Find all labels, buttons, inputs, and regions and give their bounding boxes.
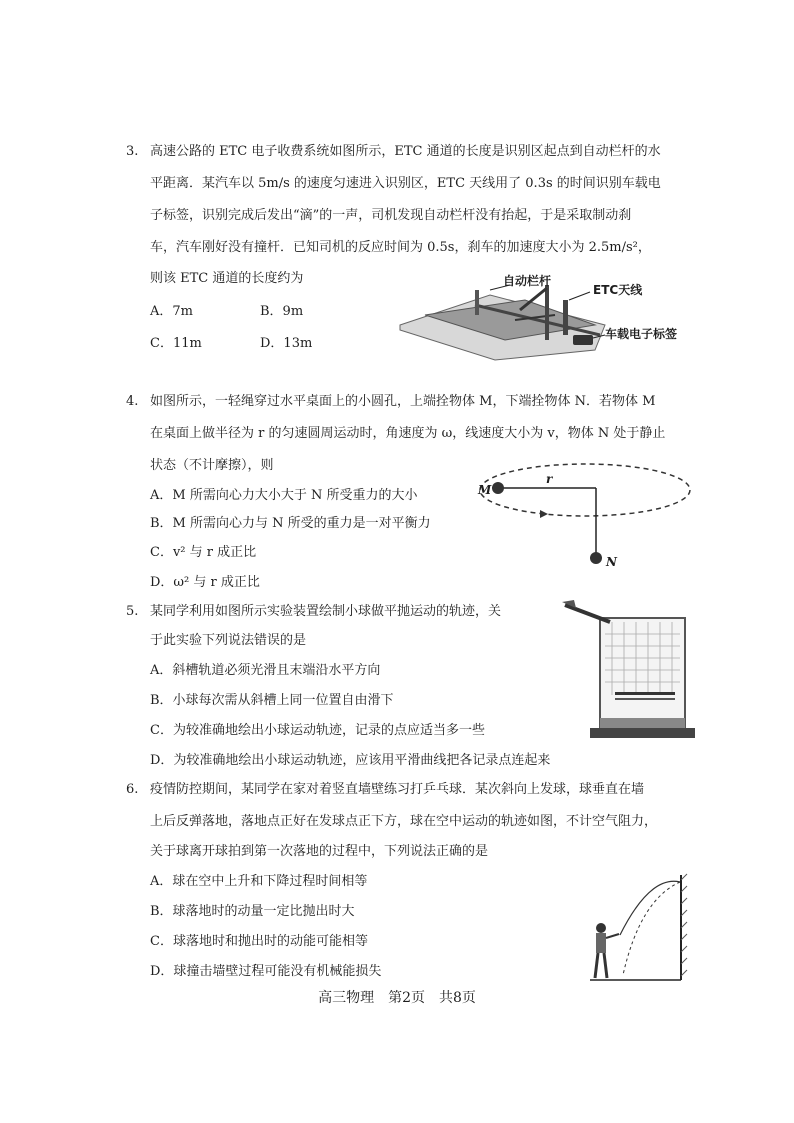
question-5-option-a: A．斜槽轨道必须光滑且末端沿水平方向 bbox=[150, 663, 381, 678]
wall-pingpong-figure bbox=[585, 870, 695, 985]
question-4-option-a: A．M 所需向心力大小大于 N 所受重力的大小 bbox=[150, 488, 418, 503]
question-6-option-d: D．球撞击墙壁过程可能没有机械能损失 bbox=[150, 964, 382, 979]
question-5-option-d: D．为较准确地绘出小球运动轨迹，应该用平滑曲线把各记录点连起来 bbox=[150, 753, 551, 768]
question-5-line-2: 于此实验下列说法错误的是 bbox=[150, 633, 307, 648]
question-3-line-1: 高速公路的 ETC 电子收费系统如图所示，ETC 通道的长度是识别区起点到自动栏杆的水 bbox=[150, 144, 661, 159]
label-m: M bbox=[478, 483, 492, 497]
question-6-option-b: B．球落地时的动量一定比抛出时大 bbox=[150, 904, 355, 919]
question-3-option-a: A．7m bbox=[150, 304, 193, 319]
question-3-number: 3. bbox=[126, 144, 139, 159]
question-3-line-2: 平距离．某汽车以 5m/s 的速度匀速进入识别区，ETC 天线用了 0.3s 的时间识别车载电 bbox=[150, 176, 661, 191]
question-3-option-b: B．9m bbox=[260, 304, 304, 319]
question-6-line-2: 上后反弹落地，落地点正好在发球点正下方，球在空中运动的轨迹如图，不计空气阻力， bbox=[150, 814, 658, 829]
question-4-line-2: 在桌面上做半径为 r 的匀速圆周运动时，角速度为 ω，线速度大小为 v，物体 N 处于静止 bbox=[150, 426, 666, 441]
question-4-line-3: 状态（不计摩擦），则 bbox=[150, 458, 274, 473]
etc-label-tag: 车载电子标签 bbox=[605, 327, 678, 341]
question-6-option-c: C．球落地时和抛出时的动能可能相等 bbox=[150, 934, 368, 949]
label-n: N bbox=[606, 555, 617, 569]
question-3-option-c: C．11m bbox=[150, 336, 202, 351]
etc-lane-figure bbox=[395, 270, 680, 370]
question-6-option-a: A．球在空中上升和下降过程时间相等 bbox=[150, 874, 368, 889]
circular-motion-figure bbox=[470, 460, 700, 575]
question-5-option-b: B．小球每次需从斜槽上同一位置自由滑下 bbox=[150, 693, 394, 708]
question-3-option-d: D．13m bbox=[260, 336, 313, 351]
question-6-line-3: 关于球离开球拍到第一次落地的过程中，下列说法正确的是 bbox=[150, 844, 489, 859]
label-r: r bbox=[546, 472, 553, 486]
question-4-line-1: 如图所示，一轻绳穿过水平桌面上的小圆孔，上端拴物体 M，下端拴物体 N．若物体 M bbox=[150, 394, 656, 409]
question-6-line-1: 疫情防控期间，某同学在家对着竖直墙壁练习打乒乓球．某次斜向上发球，球垂直在墙 bbox=[150, 782, 645, 797]
question-3-line-4: 车，汽车刚好没有撞杆．已知司机的反应时间为 0.5s，刹车的加速度大小为 2.5m/s²， bbox=[150, 240, 651, 255]
etc-label-gate: 自动栏杆 bbox=[503, 274, 552, 288]
etc-label-antenna: ETC天线 bbox=[593, 283, 643, 297]
question-3-line-3: 子标签，识别完成后发出“滴”的一声，司机发现自动栏杆没有抬起，于是采取制动刹 bbox=[150, 208, 632, 223]
page-footer: 高三物理 第2页 共8页 bbox=[318, 990, 476, 1006]
question-5-line-1: 某同学利用如图所示实验装置绘制小球做平抛运动的轨迹，关 bbox=[150, 604, 502, 619]
question-4-number: 4. bbox=[126, 394, 139, 409]
question-4-option-b: B．M 所需向心力与 N 所受的重力是一对平衡力 bbox=[150, 516, 431, 531]
projectile-apparatus-figure bbox=[560, 600, 695, 740]
question-5-number: 5. bbox=[126, 604, 139, 619]
question-4-option-d: D．ω² 与 r 成正比 bbox=[150, 575, 260, 590]
question-4-option-c: C．v² 与 r 成正比 bbox=[150, 545, 257, 560]
question-3-line-5: 则该 ETC 通道的长度约为 bbox=[150, 271, 304, 286]
question-6-number: 6. bbox=[126, 782, 139, 797]
question-5-option-c: C．为较准确地绘出小球运动轨迹，记录的点应适当多一些 bbox=[150, 723, 485, 738]
